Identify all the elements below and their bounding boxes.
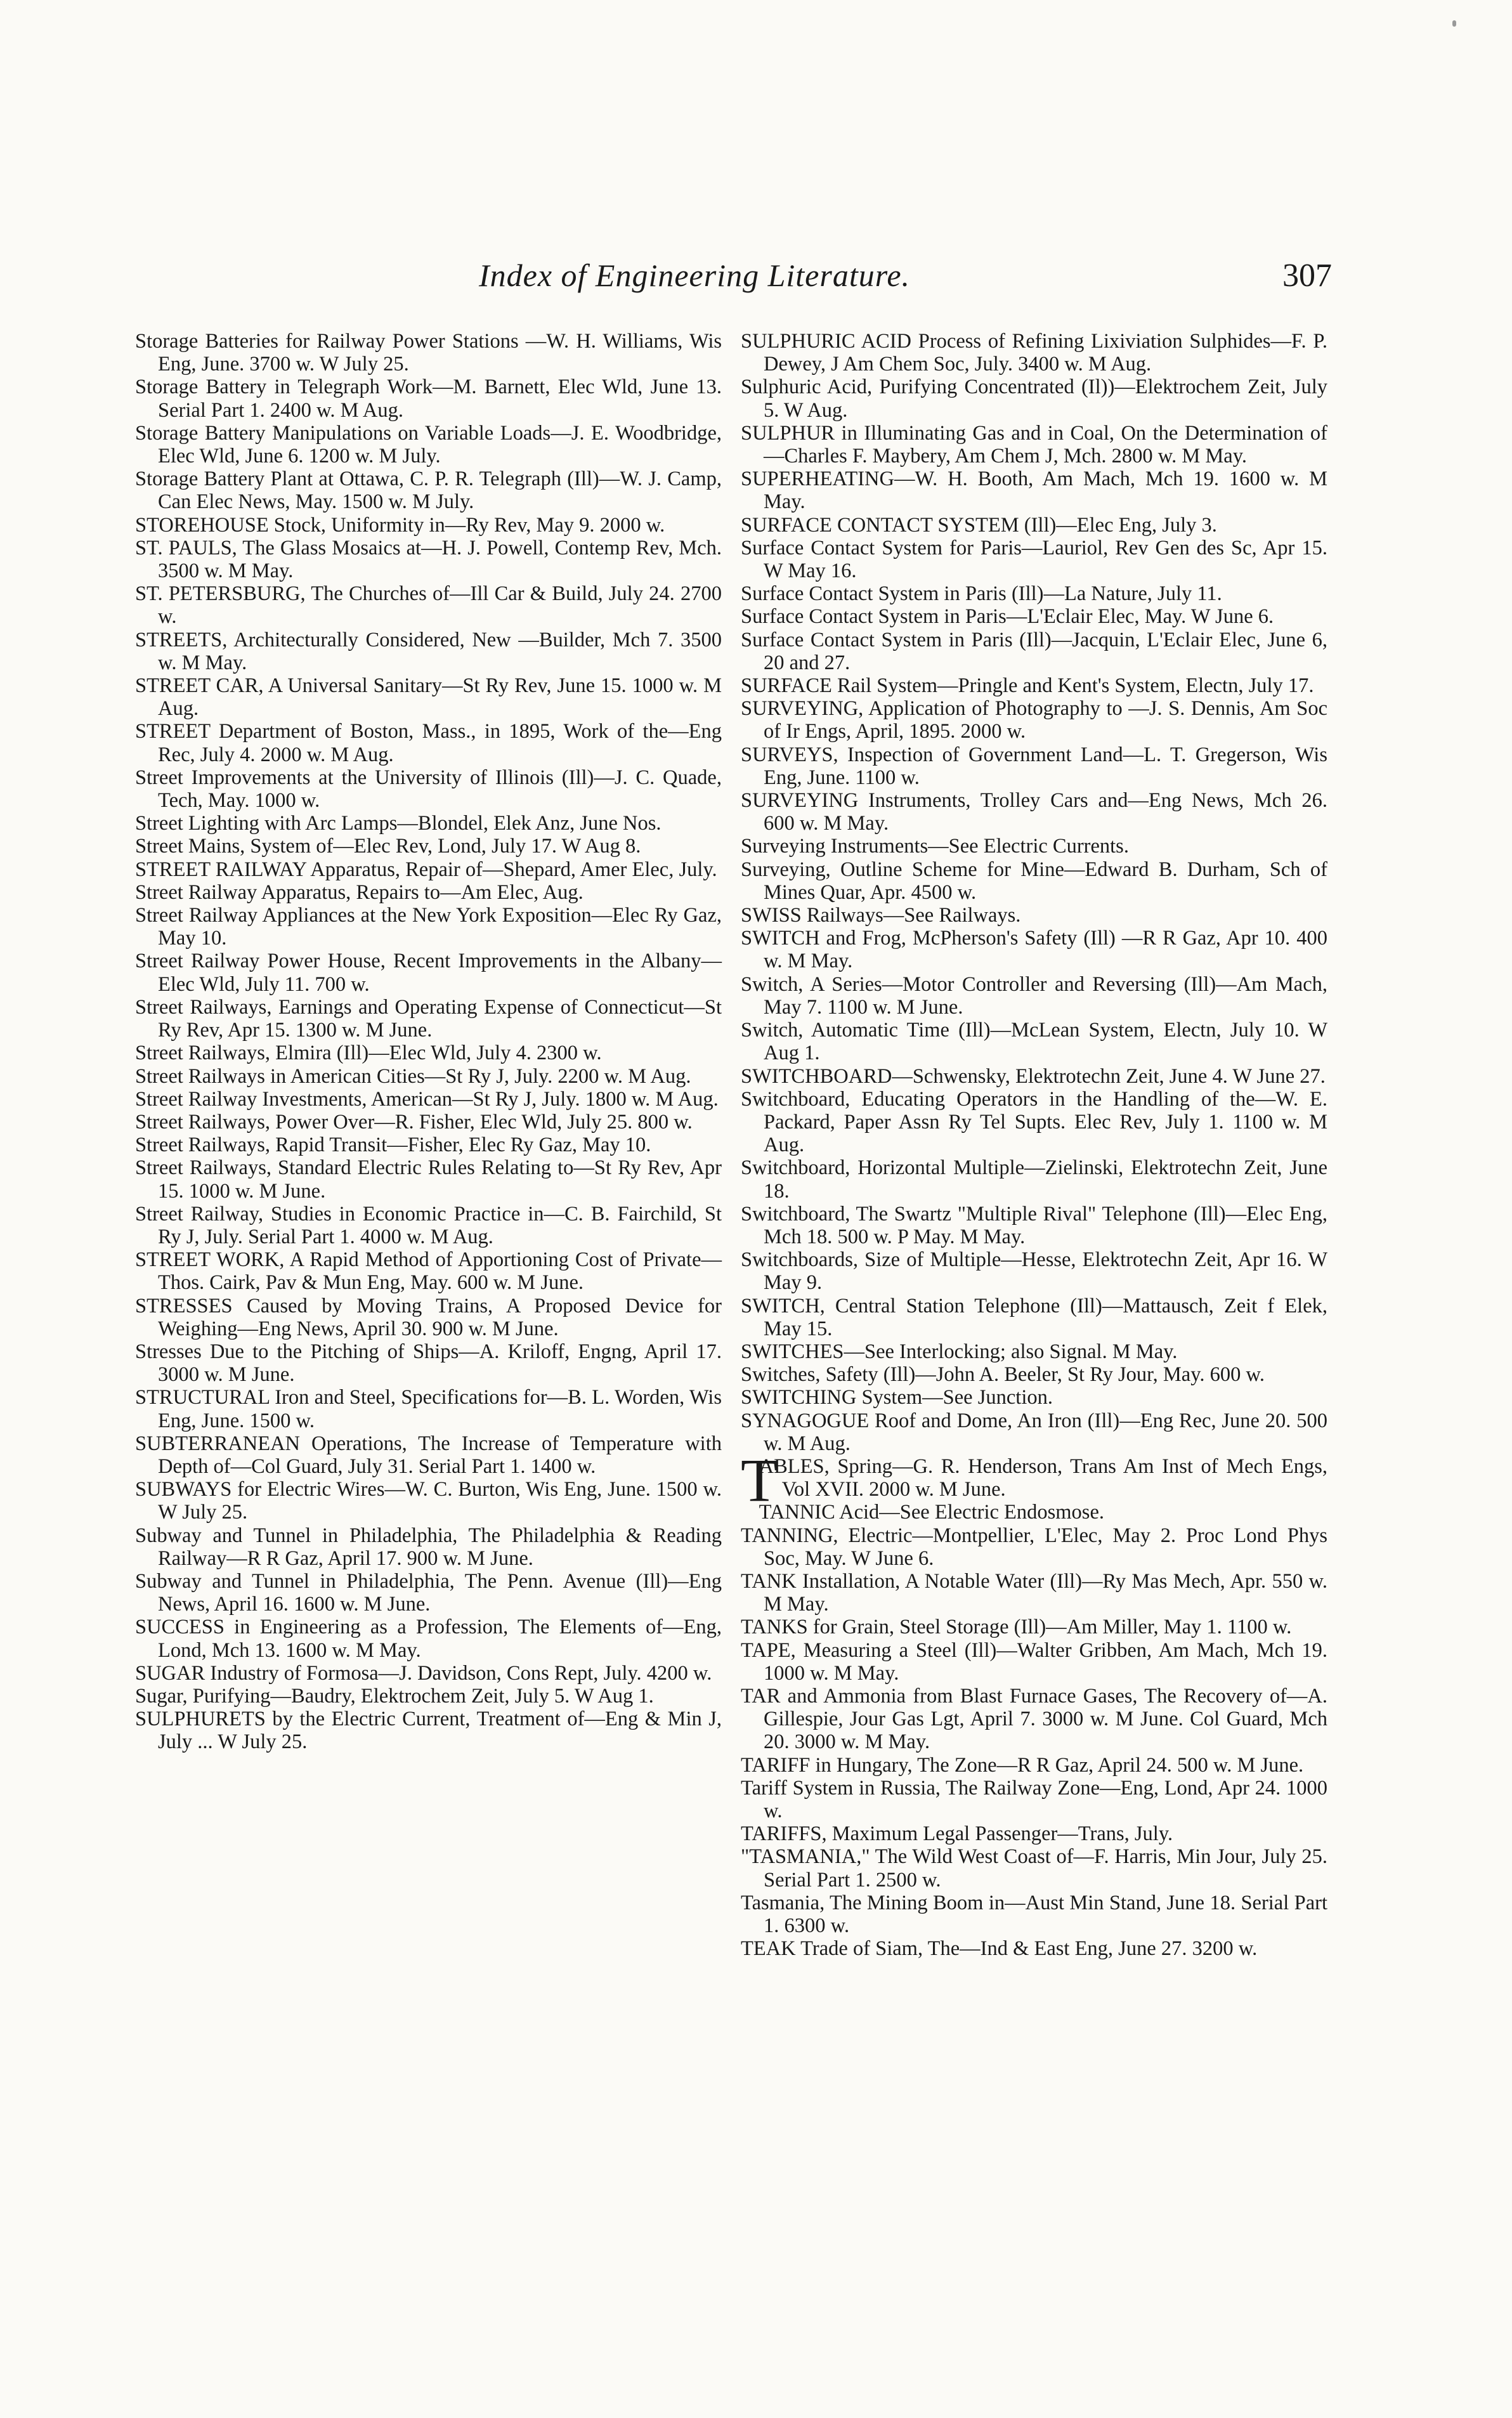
index-entry: SYNAGOGUE Roof and Dome, An Iron (Ill)—Eng Rec, June 20. 500 w. M Aug. [741, 1409, 1327, 1455]
index-entry: Surface Contact System for Paris—Lauriol, Rev Gen des Sc, Apr 15. W May 16. [741, 536, 1327, 583]
index-entry: SUBTERRANEAN Operations, The Increase of Temperature with Depth of—Col Guard, July 31. Serial Part 1. 1400 w. [135, 1432, 722, 1478]
index-entry: SURVEYING, Application of Photography to —J. S. Dennis, Am Soc of Ir Engs, April, 1895. 2000 w. [741, 697, 1327, 743]
index-entry: TANNIC Acid—See Electric Endosmose. [759, 1501, 1104, 1524]
index-entry: TABLES, Spring—G. R. Henderson, Trans Am Inst of Mech Engs, Vol XVII. 2000 w. M June. [741, 1446, 1327, 1514]
index-entry: Surface Contact System in Paris (Ill)—La Nature, July 11. [741, 582, 1222, 606]
index-entry: Storage Battery Manipulations on Variable Loads—J. E. Woodbridge, Elec Wld, June 6. 1200 w. M July. [135, 421, 722, 468]
index-entry: TARIFF in Hungary, The Zone—R R Gaz, April 24. 500 w. M June. [741, 1753, 1304, 1777]
index-entry: ST. PETERSBURG, The Churches of—Ill Car & Build, July 24. 2700 w. [135, 582, 722, 629]
index-entry: Storage Batteries for Railway Power Stations —W. H. Williams, Wis Eng, June. 3700 w. W July 25. [135, 330, 722, 376]
index-entry: SUGAR Industry of Formosa—J. Davidson, Cons Rept, July. 4200 w. [135, 1661, 712, 1685]
index-entry: TAPE, Measuring a Steel (Ill)—Walter Gribben, Am Mach, Mch 19. 1000 w. M May. [741, 1638, 1327, 1685]
page-title: Index of Engineering Literature. [479, 258, 911, 293]
index-entry: Street Mains, System of—Elec Rev, Lond, July 17. W Aug 8. [135, 835, 641, 858]
index-entry: Subway and Tunnel in Philadelphia, The Penn. Avenue (Ill)—Eng News, April 16. 1600 w. M June. [135, 1569, 722, 1616]
index-entry: Tasmania, The Mining Boom in—Aust Min Stand, June 18. Serial Part 1. 6300 w. [741, 1891, 1327, 1938]
index-entry: Sulphuric Acid, Purifying Concentrated (Il))—Elektrochem Zeit, July 5. W Aug. [741, 376, 1327, 422]
index-entry: SWITCH, Central Station Telephone (Ill)—Mattausch, Zeit f Elek, May 15. [741, 1294, 1327, 1340]
index-entry: STREET CAR, A Universal Sanitary—St Ry Rev, June 15. 1000 w. M Aug. [135, 674, 722, 721]
index-entry: Street Railway Investments, American—St Ry J, July. 1800 w. M Aug. [135, 1087, 719, 1111]
index-entry: Switchboard, Educating Operators in the Handling of the—W. E. Packard, Paper Assn Ry Tel Supts. Elec Rev, July 1. 1100 w. M Aug. [741, 1087, 1327, 1157]
index-entry: ST. PAULS, The Glass Mosaics at—H. J. Powell, Contemp Rev, Mch. 3500 w. M May. [135, 536, 722, 583]
index-entry: Street Railways in American Cities—St Ry J, July. 2200 w. M Aug. [135, 1064, 691, 1088]
index-entry: TARIFFS, Maximum Legal Passenger—Trans, July. [741, 1822, 1173, 1846]
index-entry: SULPHUR in Illuminating Gas and in Coal, On the Determination of—Charles F. Maybery, Am Chem J, Mch. 2800 w. M May. [741, 421, 1327, 468]
index-entry: SWISS Railways—See Railways. [741, 904, 1021, 927]
index-entry: Switchboard, Horizontal Multiple—Zielinski, Elektrotechn Zeit, June 18. [741, 1156, 1327, 1203]
index-entry: STREET RAILWAY Apparatus, Repair of—Shepard, Amer Elec, July. [135, 858, 717, 881]
index-entry: Storage Battery Plant at Ottawa, C. P. R. Telegraph (Ill)—W. J. Camp, Can Elec News, May. 1500 w. M July. [135, 467, 722, 514]
index-entry: Switches, Safety (Ill)—John A. Beeler, St Ry Jour, May. 600 w. [741, 1363, 1265, 1387]
index-entry: SUPERHEATING—W. H. Booth, Am Mach, Mch 19. 1600 w. M May. [741, 467, 1327, 514]
index-entry: SWITCHES—See Interlocking; also Signal. M May. [741, 1340, 1178, 1363]
index-entry: SURVEYING Instruments, Trolley Cars and—Eng News, Mch 26. 600 w. M May. [741, 789, 1327, 835]
index-entry: Street Railways, Earnings and Operating Expense of Connecticut—St Ry Rev, Apr 15. 1300 w. M June. [135, 995, 722, 1042]
index-entry: STRUCTURAL Iron and Steel, Specifications for—B. L. Worden, Wis Eng, June. 1500 w. [135, 1386, 722, 1432]
index-entry: Street Railways, Power Over—R. Fisher, Elec Wld, July 25. 800 w. [135, 1110, 693, 1134]
index-entry: Switch, A Series—Motor Controller and Reversing (Ill)—Am Mach, May 7. 1100 w. M June. [741, 972, 1327, 1019]
index-entry: Street Lighting with Arc Lamps—Blondel, Elek Anz, June Nos. [135, 812, 662, 835]
running-head [479, 257, 1332, 308]
index-entry: Switch, Automatic Time (Ill)—McLean System, Electn, July 10. W Aug 1. [741, 1019, 1327, 1065]
index-entry: SWITCH and Frog, McPherson's Safety (Ill) —R R Gaz, Apr 10. 400 w. M May. [741, 927, 1327, 973]
index-entry: TEAK Trade of Siam, The—Ind & East Eng, June 27. 3200 w. [741, 1937, 1258, 1961]
index-entry: Street Railway Apparatus, Repairs to—Am Elec, Aug. [135, 880, 583, 904]
index-entry: SURFACE CONTACT SYSTEM (Ill)—Elec Eng, July 3. [741, 513, 1217, 537]
index-entry: Street Railway Power House, Recent Improvements in the Albany—Elec Wld, July 11. 700 w. [135, 950, 722, 996]
index-entry: SWITCHING System—See Junction. [741, 1386, 1053, 1409]
index-entry: SUCCESS in Engineering as a Profession, The Elements of—Eng, Lond, Mch 13. 1600 w. M May. [135, 1616, 722, 1662]
index-entry: Switchboards, Size of Multiple—Hesse, Elektrotechn Zeit, Apr 16. W May 9. [741, 1248, 1327, 1295]
index-entry: Sugar, Purifying—Baudry, Elektrochem Zeit, July 5. W Aug 1. [135, 1684, 654, 1708]
index-entry: STREETS, Architecturally Considered, New —Builder, Mch 7. 3500 w. M May. [135, 628, 722, 674]
index-entry: Street Railway Appliances at the New York Exposition—Elec Ry Gaz, May 10. [135, 904, 722, 950]
index-entry: STREET WORK, A Rapid Method of Apportioning Cost of Private—Thos. Cairk, Pav & Mun Eng, May. 600 w. M June. [135, 1248, 722, 1295]
index-entry: Switchboard, The Swartz "Multiple Rival" Telephone (Ill)—Elec Eng, Mch 18. 500 w. P May. M May. [741, 1202, 1327, 1248]
page-speck [1452, 20, 1456, 27]
index-entry: Street Railways, Elmira (Ill)—Elec Wld, July 4. 2300 w. [135, 1042, 602, 1065]
index-entry: Subway and Tunnel in Philadelphia, The Philadelphia & Reading Railway—R R Gaz, April 17. 900 w. M June. [135, 1524, 722, 1570]
index-entry: Tariff System in Russia, The Railway Zone—Eng, Lond, Apr 24. 1000 w. [741, 1776, 1327, 1822]
index-entry: TANKS for Grain, Steel Storage (Ill)—Am Miller, May 1. 1100 w. [741, 1616, 1292, 1639]
index-entry: Storage Battery in Telegraph Work—M. Barnett, Elec Wld, June 13. Serial Part 1. 2400 w. M Aug. [135, 376, 722, 422]
index-entry: Street Railways, Standard Electric Rules Relating to—St Ry Rev, Apr 15. 1000 w. M June. [135, 1156, 722, 1203]
index-entry: Surveying, Outline Scheme for Mine—Edward B. Durham, Sch of Mines Quar, Apr. 4500 w. [741, 858, 1327, 904]
index-entry: TAR and Ammonia from Blast Furnace Gases, The Recovery of—A. Gillespie, Jour Gas Lgt, April 7. 3000 w. M June. Col Guard, Mch 20. 3000 w. M May. [741, 1684, 1327, 1754]
index-entry: Stresses Due to the Pitching of Ships—A. Kriloff, Engng, April 17. 3000 w. M June. [135, 1340, 722, 1387]
index-entry: Street Railways, Rapid Transit—Fisher, Elec Ry Gaz, May 10. [135, 1134, 651, 1157]
index-entry: "TASMANIA," The Wild West Coast of—F. Harris, Min Jour, July 25. Serial Part 1. 2500 w. [741, 1845, 1327, 1892]
index-entry: TANNING, Electric—Montpellier, L'Elec, May 2. Proc Lond Phys Soc, May. W June 6. [741, 1524, 1327, 1570]
right-column [741, 330, 1327, 1960]
index-entry: SURFACE Rail System—Pringle and Kent's System, Electn, July 17. [741, 674, 1314, 698]
index-entry: Surface Contact System in Paris—L'Eclair Elec, May. W June 6. [741, 605, 1274, 629]
index-entry: STOREHOUSE Stock, Uniformity in—Ry Rev, May 9. 2000 w. [135, 513, 665, 537]
index-entry: SUBWAYS for Electric Wires—W. C. Burton, Wis Eng, June. 1500 w. W July 25. [135, 1478, 722, 1524]
index-entry: SURVEYS, Inspection of Government Land—L. T. Gregerson, Wis Eng, June. 1100 w. [741, 743, 1327, 789]
index-entry: Street Improvements at the University of Illinois (Ill)—J. C. Quade, Tech, May. 1000 w. [135, 766, 722, 813]
index-entry: TANK Installation, A Notable Water (Ill)—Ry Mas Mech, Apr. 550 w. M May. [741, 1569, 1327, 1616]
index-entry: Surveying Instruments—See Electric Currents. [741, 835, 1129, 858]
index-entry: SWITCHBOARD—Schwensky, Elektrotechn Zeit, June 4. W June 27. [741, 1064, 1326, 1088]
index-entry: Street Railway, Studies in Economic Practice in—C. B. Fairchild, St Ry J, July. Serial Part 1. 4000 w. M Aug. [135, 1202, 722, 1248]
left-column [135, 330, 722, 1754]
index-entry: STREET Department of Boston, Mass., in 1895, Work of the—Eng Rec, July 4. 2000 w. M Aug. [135, 720, 722, 766]
page-number: 307 [1282, 258, 1332, 294]
index-entry: SULPHURETS by the Electric Current, Treatment of—Eng & Min J, July ... W July 25. [135, 1708, 722, 1754]
index-entry: SULPHURIC ACID Process of Refining Lixiviation Sulphides—F. P. Dewey, J Am Chem Soc, July. 3400 w. M Aug. [741, 330, 1327, 376]
index-entry: Surface Contact System in Paris (Ill)—Jacquin, L'Eclair Elec, June 6, 20 and 27. [741, 628, 1327, 674]
index-entry: STRESSES Caused by Moving Trains, A Proposed Device for Weighing—Eng News, April 30. 900 w. M June. [135, 1294, 722, 1340]
